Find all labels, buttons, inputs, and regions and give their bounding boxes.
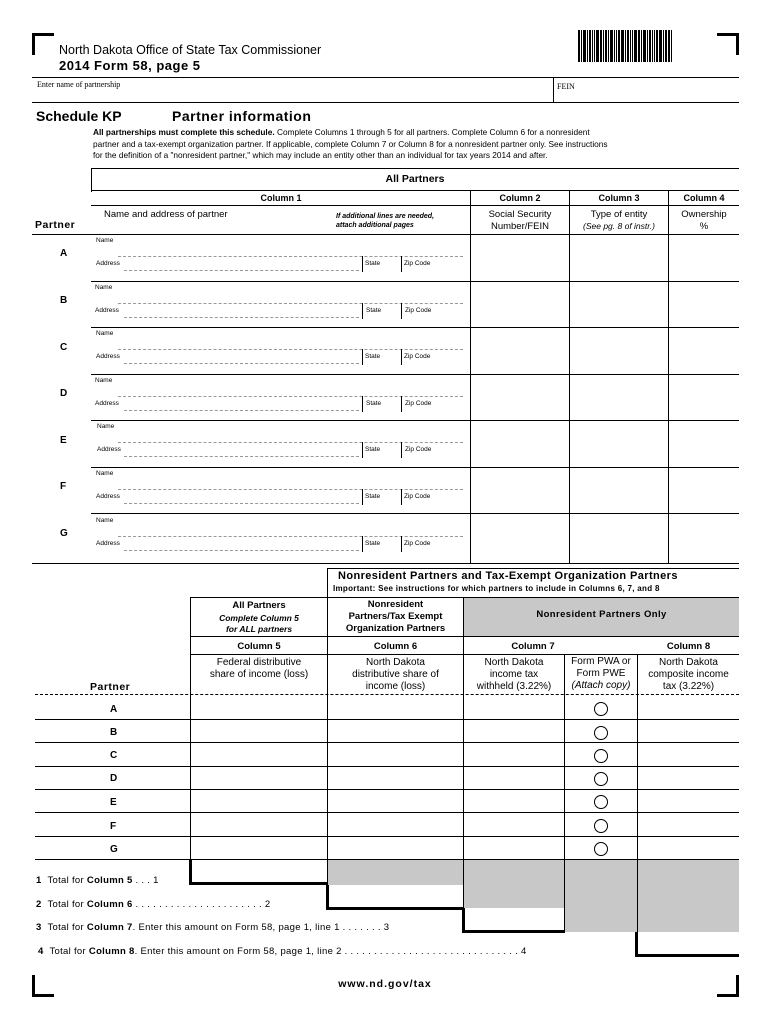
t1-address-label: Address [96, 353, 120, 360]
t1-name-input[interactable] [118, 396, 463, 397]
t1-name-input[interactable] [118, 442, 463, 443]
t2-pwa-3: (Attach copy) [571, 680, 631, 691]
t1-address-input[interactable] [124, 550, 359, 551]
t1-state-divider [362, 536, 363, 552]
line-4-pre: Total for [49, 946, 89, 957]
t2-row-rule-F [35, 836, 739, 837]
instructions-line-3: for the definition of a "nonresident partner," which may include an entity other than an individual for tax years 2014 and after. [93, 150, 548, 160]
t1-address-label: Address [96, 260, 120, 267]
t1-group-header: All Partners [385, 173, 445, 185]
t2-pwa-radio-A[interactable] [594, 702, 608, 716]
form-barcode [578, 30, 696, 62]
t1-state-divider [362, 442, 363, 458]
total-line-3 [36, 922, 389, 933]
t2-col8-sub-1: North Dakota [659, 657, 718, 668]
partnership-name-input[interactable] [34, 89, 549, 101]
t1-col3-sub-2: (See pg. 8 of instr.) [583, 221, 655, 231]
fein-input[interactable] [580, 80, 738, 100]
t1-address-input[interactable] [124, 503, 359, 504]
form-title: 2014 Form 58, page 5 [59, 58, 201, 73]
line-1-post: . . . 1 [132, 875, 159, 886]
t2-colheader-rule [190, 654, 739, 655]
t1-name-label: Name [95, 377, 113, 384]
t1-row-letter: G [60, 528, 68, 539]
line-1-number: 1 [36, 875, 42, 886]
t1-col2-sub-1: Social Security [488, 209, 552, 220]
t1-state-divider [362, 489, 363, 505]
t1-zip-label: Zip Code [405, 307, 432, 314]
agency-name: North Dakota Office of State Tax Commissioner [59, 43, 322, 57]
t1-name-label: Name [95, 284, 113, 291]
schedule-subtitle: Partner information [172, 108, 312, 124]
t1-group-rule [91, 190, 739, 191]
t1-left-rule [91, 168, 92, 192]
t1-state-label: State [365, 446, 381, 453]
t2-nonres-only: Nonresident Partners Only [536, 609, 667, 620]
t1-row-letter: E [60, 435, 67, 446]
line-4-number: 4 [38, 946, 44, 957]
total-col7-box[interactable] [462, 908, 565, 933]
t1-row-letter: A [60, 248, 68, 259]
t1-row-rule [91, 513, 739, 514]
t1-state-label: State [366, 400, 382, 407]
t1-zip-label: Zip Code [404, 260, 431, 267]
line-2-number: 2 [36, 899, 42, 910]
t1-address-label: Address [95, 307, 119, 314]
t1-name-input[interactable] [118, 303, 463, 304]
footer-website[interactable]: www.nd.gov/tax [338, 978, 432, 990]
t2-col6-sub-1: North Dakota [366, 657, 425, 668]
total-col8-box[interactable] [635, 932, 739, 957]
t2-header-bottom-rule [35, 694, 739, 695]
t2-row-rule-C [35, 766, 739, 767]
corner-mark-top-left [32, 33, 54, 55]
t1-colheader-rule [91, 205, 739, 206]
t1-col4-sub-1: Ownership [681, 209, 727, 220]
t1-zip-divider [401, 536, 402, 552]
t2-pwa-2: Form PWE [576, 668, 626, 679]
t1-address-label: Address [96, 493, 120, 500]
t1-vline-col2-right [569, 190, 570, 563]
t1-col1-sub: Name and address of partner [104, 209, 228, 220]
t2-pwa-1: Form PWA or [571, 656, 631, 667]
t2-pwa-radio-C[interactable] [594, 749, 608, 763]
t1-row-letter: C [60, 342, 68, 353]
total-line-4 [38, 946, 527, 957]
t1-row-letter: D [60, 388, 68, 399]
line-3-number: 3 [36, 922, 42, 933]
total-col5-box[interactable] [189, 860, 328, 885]
t2-col8-sub-2: composite income [648, 669, 729, 680]
line-3-pre: Total for [47, 922, 87, 933]
t1-row-rule [91, 420, 739, 421]
t1-zip-divider [401, 396, 402, 412]
t2-row-letter-C: C [110, 750, 118, 761]
header-rule-bottom [32, 102, 739, 103]
t1-vline-col3-right [668, 190, 669, 563]
t1-row-letter: B [60, 295, 68, 306]
t1-state-divider [362, 303, 363, 319]
t1-address-input[interactable] [124, 456, 359, 457]
t1-col3-sub-1: Type of entity [590, 209, 648, 220]
line-4-post: . Enter this amount on Form 58, page 1, line 2 . . . . . . . . . . . . . . . . . . . . . . . . . . . . . . 4 [134, 946, 527, 957]
t1-state-label: State [365, 353, 381, 360]
t2-row-rule-A [35, 719, 739, 720]
t2-row-rule-E [35, 812, 739, 813]
instructions-bold: All partnerships must complete this schedule. [93, 127, 275, 137]
t2-row-letter-G: G [110, 844, 118, 855]
instructions-line-1: Complete Columns 1 through 5 for all partners. Complete Column 6 for a nonresident [274, 127, 590, 137]
t2-group-bottom-rule [190, 636, 739, 637]
t2-title-top-rule [327, 568, 739, 569]
t1-row-rule [91, 327, 739, 328]
t2-pwa-radio-D[interactable] [594, 772, 608, 786]
t1-zip-divider [401, 349, 402, 365]
t1-name-label: Name [96, 330, 114, 337]
t1-name-label: Name [96, 517, 114, 524]
t1-state-label: State [365, 540, 381, 547]
t1-partner-header: Partner [35, 219, 76, 231]
t1-zip-label: Zip Code [405, 400, 432, 407]
t2-col8-sub-3: tax (3.22%) [662, 681, 715, 692]
t1-row-rule [91, 374, 739, 375]
t2-pwa-radio-B[interactable] [594, 726, 608, 740]
t1-zip-divider [401, 489, 402, 505]
corner-mark-top-right [717, 33, 739, 55]
t2-row-letter-E: E [110, 797, 117, 808]
t1-name-input[interactable] [118, 536, 463, 537]
header-rule-top [32, 77, 739, 78]
t2-col7-sub-2: income tax [489, 669, 539, 680]
t1-state-divider [362, 256, 363, 272]
t1-name-input[interactable] [118, 349, 463, 350]
t1-state-label: State [365, 260, 381, 267]
t1-address-input[interactable] [124, 410, 359, 411]
line-2-col: Column 6 [86, 899, 133, 910]
t2-important: Important: See instructions for which partners to include in Columns 6, 7, and 8 [333, 584, 660, 593]
fein-label: FEIN [557, 82, 575, 91]
line-2-post: . . . . . . . . . . . . . . . . . . . . . . 2 [132, 899, 271, 910]
t2-col7-header: Column 7 [511, 641, 555, 652]
t1-col4-sub-2: % [699, 221, 709, 232]
t1-address-label: Address [96, 540, 120, 547]
t2-partner-header: Partner [90, 681, 131, 693]
t1-zip-divider [401, 442, 402, 458]
t2-col5-sub-2: share of income (loss) [209, 669, 309, 680]
t1-col4-header: Column 4 [683, 193, 725, 203]
t2-col5-sub-1: Federal distributive [216, 657, 302, 668]
t2-total-col6-shade [328, 860, 463, 885]
t2-total-col7-shade [464, 860, 564, 908]
t1-name-label: Name [96, 237, 114, 244]
t1-row-letter: F [60, 481, 67, 492]
t2-col8-header: Column 8 [666, 641, 711, 652]
t1-header-bottom-rule [32, 234, 739, 235]
t1-address-input[interactable] [124, 270, 359, 271]
t2-total-pwa-shade [565, 860, 637, 932]
t2-col7-sub-3: withheld (3.22%) [476, 681, 552, 692]
t1-col2-sub-2: Number/FEIN [490, 221, 550, 232]
t2-nonres-te-3: Organization Partners [345, 623, 446, 634]
t1-col3-header: Column 3 [598, 193, 640, 203]
t2-col7-sub-1: North Dakota [484, 657, 544, 668]
t2-pwa-radio-F[interactable] [594, 819, 608, 833]
t1-name-label: Name [96, 470, 114, 477]
t1-zip-label: Zip Code [404, 353, 431, 360]
t2-row-letter-B: B [110, 727, 118, 738]
line-3-post: . Enter this amount on Form 58, page 1, line 1 . . . . . . . 3 [132, 922, 390, 933]
t2-pwa-radio-E[interactable] [594, 795, 608, 809]
t1-address-label: Address [95, 400, 119, 407]
t1-row-rule [91, 467, 739, 468]
line-2-pre: Total for [47, 899, 87, 910]
t2-row-letter-D: D [110, 773, 118, 784]
t2-all-partners: All Partners [232, 600, 286, 611]
t1-zip-divider [401, 303, 402, 319]
t1-name-input[interactable] [118, 489, 463, 490]
t2-nonres-te-2: Partners/Tax Exempt [348, 611, 443, 622]
t1-address-label: Address [97, 446, 121, 453]
t1-zip-label: Zip Code [405, 446, 432, 453]
t1-name-label: Name [97, 423, 115, 430]
total-line-2 [36, 899, 270, 910]
total-col6-box[interactable] [326, 885, 464, 910]
t1-address-input[interactable] [124, 317, 359, 318]
t2-total-col8-shade [638, 860, 739, 932]
t1-col2-header: Column 2 [499, 193, 541, 203]
schedule-title: Schedule KP [36, 108, 122, 124]
t2-pwa-radio-G[interactable] [594, 842, 608, 856]
t2-nonres-te-1: Nonresident [367, 599, 424, 610]
t2-title: Nonresident Partners and Tax-Exempt Organization Partners [338, 570, 678, 582]
t1-top-rule [91, 168, 739, 169]
t2-row-rule-D [35, 789, 739, 790]
t1-bottom-rule [32, 563, 739, 564]
t2-col6-header: Column 6 [373, 641, 418, 652]
t2-row-rule-B [35, 742, 739, 743]
t1-state-divider [362, 349, 363, 365]
fein-divider [553, 77, 554, 102]
t1-state-label: State [365, 493, 381, 500]
t2-complete-col5-2: for ALL partners [225, 624, 293, 634]
t2-row-letter-A: A [110, 704, 118, 715]
t2-title-left-rule [327, 568, 328, 597]
t1-zip-label: Zip Code [404, 540, 431, 547]
total-line-1 [36, 875, 159, 886]
t1-row-rule [91, 281, 739, 282]
t2-complete-col5-1: Complete Column 5 [219, 613, 299, 623]
schedule-instructions [93, 127, 733, 162]
t1-col1-note-2: attach additional pages [336, 222, 414, 229]
t2-row-letter-F: F [110, 821, 117, 832]
t1-vline-col1-right [470, 190, 471, 563]
line-1-col: Column 5 [86, 875, 133, 886]
t2-col6-sub-2: distributive share of [352, 669, 439, 680]
partnership-name-label: Enter name of partnership [37, 80, 121, 89]
instructions-line-2: partner and a tax-exempt organization partner. If applicable, complete Column 7 or Column 8 for a nonresident partner only. See instructions [93, 138, 608, 149]
t1-zip-label: Zip Code [404, 493, 431, 500]
line-3-col: Column 7 [86, 922, 133, 933]
line-1-pre: Total for [47, 875, 87, 886]
t1-state-divider [362, 396, 363, 412]
line-4-col: Column 8 [88, 946, 135, 957]
t1-address-input[interactable] [124, 363, 359, 364]
t1-state-label: State [366, 307, 382, 314]
t1-col1-header: Column 1 [260, 193, 302, 203]
t1-col1-note-1: If additional lines are needed, [336, 213, 435, 220]
t2-col5-header: Column 5 [237, 641, 281, 652]
t1-zip-divider [401, 256, 402, 272]
t1-name-input[interactable] [118, 256, 463, 257]
t2-col6-sub-3: income (loss) [365, 681, 426, 692]
